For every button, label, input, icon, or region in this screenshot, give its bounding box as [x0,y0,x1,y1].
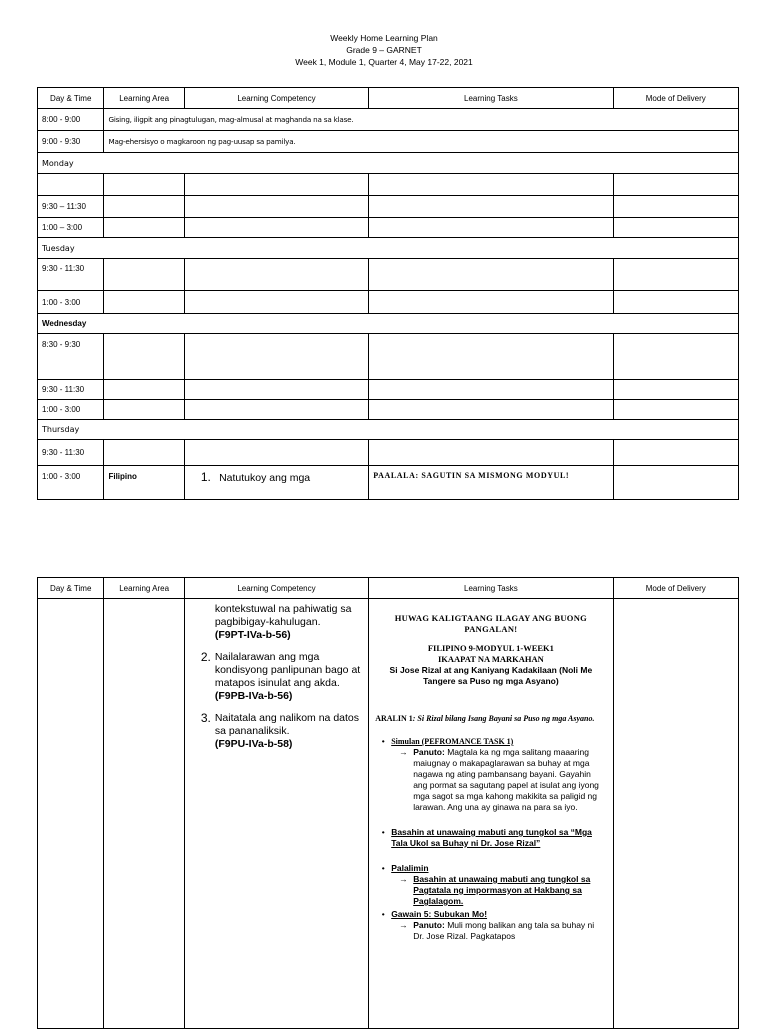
day-label: Wednesday [38,314,739,334]
col-header-tasks: Learning Tasks [369,88,613,109]
list-item: • Basahin at unawaing mabuti ang tungkol sa “Mga Tala Ukol sa Buhay ni Dr. Jose Rizal” [375,827,606,849]
time-cell: 9:30 - 11:30 [38,259,104,291]
time-cell: 1:00 - 3:00 [38,466,104,500]
col-header-day-time: Day & Time [38,88,104,109]
list-item: • Gawain 5: Subukan Mo! [375,909,606,920]
col-header-competency: Learning Competency [184,88,368,109]
arrow-right-icon: → [399,747,408,757]
plan-title: Weekly Home Learning Plan [330,33,438,43]
day-row-monday [38,153,739,174]
time-cell: 9:30 - 11:30 [38,440,104,466]
competency-1-continued: kontekstuwal na pahiwatig sa pagbibigay-kahulugan. [214,603,352,628]
competency-cell [184,466,368,500]
quarter-title: IKAAPAT NA MARKAHAN [437,654,544,664]
table-row [38,291,739,314]
task-cell [369,599,613,1029]
table-row [38,174,739,196]
time-cell: 1:00 – 3:00 [38,218,104,238]
table-row [38,259,739,291]
table-row [38,131,739,153]
time-cell: 8:30 - 9:30 [38,334,104,380]
competency-3-text: Naitatala ang nalikom na datos sa pananaliksik. [214,712,360,737]
col-header-tasks: Learning Tasks [369,578,613,599]
time-cell: 9:00 - 9:30 [38,131,104,153]
table-row [38,466,739,500]
table-row [38,196,739,218]
list-item: • Simulan (PEFROMANCE TASK 1) [375,736,606,747]
time-cell: 1:00 - 3:00 [38,291,104,314]
col-header-competency: Learning Competency [184,578,368,599]
time-cell: 9:30 - 11:30 [38,380,104,400]
task-cell [369,466,613,500]
table-row [38,334,739,380]
competency-cell [184,599,368,1029]
time-cell: 1:00 - 3:00 [38,400,104,420]
table-row [38,440,739,466]
list-item: → Basahin at unawaing mabuti ang tungkol sa Pagtatala ng impormasyon at Hakbang sa Paglalagom. [399,874,591,906]
time-cell: 9:30 – 11:30 [38,196,104,218]
day-label: Tuesday [38,238,739,259]
day-row-tuesday [38,238,739,259]
day-label: Monday [38,153,739,174]
table-row [38,599,739,1029]
lesson-title: Si Jose Rizal at ang Kaniyang Kadakilaan (Noli Me Tangere sa Puso ng mga Asyano) [389,665,593,686]
col-header-day-time: Day & Time [38,578,104,599]
bullet-icon: • [381,827,385,837]
day-row-thursday [38,420,739,440]
competency-item: 3. Naitatala ang nalikom na datos sa pananaliksik. (F9PU-IVa-b-58) [200,711,360,750]
table-header-row [38,88,739,109]
week-info: Week 1, Module 1, Quarter 4, May 17-22, 2021 [295,57,473,67]
name-reminder: HUWAG KALIGTAANG ILAGAY ANG BUONG PANGALAN! [394,613,588,634]
table-row [38,218,739,238]
grade-section: Grade 9 – GARNET [346,45,422,55]
time-cell: 8:00 - 9:00 [38,109,104,131]
list-item: → Panuto: Magtala ka ng mga salitang maaaring maiugnay o makapaglarawan sa buhay at mga nagawa ng ating pambansang bayani. Gayahin ang pormat sa sagutang papel at isulat ang iyong mga sagot sa mga kahong makikita sa paligid ng larawan. Ang una ay ginawa na para sa iyo. [399,747,599,812]
competency-3-code: (F9PU-IVa-b-58) [214,738,293,750]
competency-text: Natutukoy ang mga [219,472,311,484]
competency-item: 2. Nailalarawan ang mga kondisyong panlipunan bago at matapos isinulat ang akda. (F9PB-IVa-b-56) [200,650,361,702]
col-header-delivery: Mode of Delivery [613,88,738,109]
schedule-table-page2 [37,577,739,1029]
col-header-delivery: Mode of Delivery [613,578,738,599]
competency-1-code: (F9PT-IVa-b-56) [214,629,291,641]
arrow-right-icon: → [399,874,408,884]
bullet-icon: • [381,909,385,919]
bullet-icon: • [381,863,385,873]
list-item: → Panuto: Muli mong balikan ang tala sa buhay ni Dr. Jose Rizal. Pagkatapos [399,920,595,941]
list-item: • Palalimin [375,863,606,874]
task-reminder: PAALALA: SAGUTIN SA MISMONG MODYUL! [373,471,570,480]
col-header-learning-area: Learning Area [104,578,184,599]
table-row [38,380,739,400]
bullet-icon: • [381,736,385,746]
table-row [38,400,739,420]
table-row [38,109,739,131]
col-header-learning-area: Learning Area [104,88,184,109]
table-header-row [38,578,739,599]
competency-2-text: Nailalarawan ang mga kondisyong panlipunan bago at matapos isinulat ang akda. [214,651,361,689]
schedule-table-page1 [37,87,739,500]
day-row-wednesday [38,314,739,334]
arrow-right-icon: → [399,920,408,930]
document-header [0,32,768,68]
learning-area-cell: Filipino [104,466,184,500]
competency-2-code: (F9PB-IVa-b-56) [214,690,293,702]
competency-number: 1. [200,470,211,484]
aralin-heading: ARALIN 1: Si Rizal bilang Isang Bayani sa Puso ng mga Asyano. [375,714,595,723]
module-title: FILIPINO 9-MODYUL 1-WEEK1 [427,643,554,653]
activity-cell: Gising, iligpit ang pinagtulugan, mag-almusal at maghanda na sa klase. [104,109,739,131]
activity-cell: Mag-ehersisyo o magkaroon ng pag-uusap sa pamilya. [104,131,739,153]
day-label: Thursday [38,420,739,440]
